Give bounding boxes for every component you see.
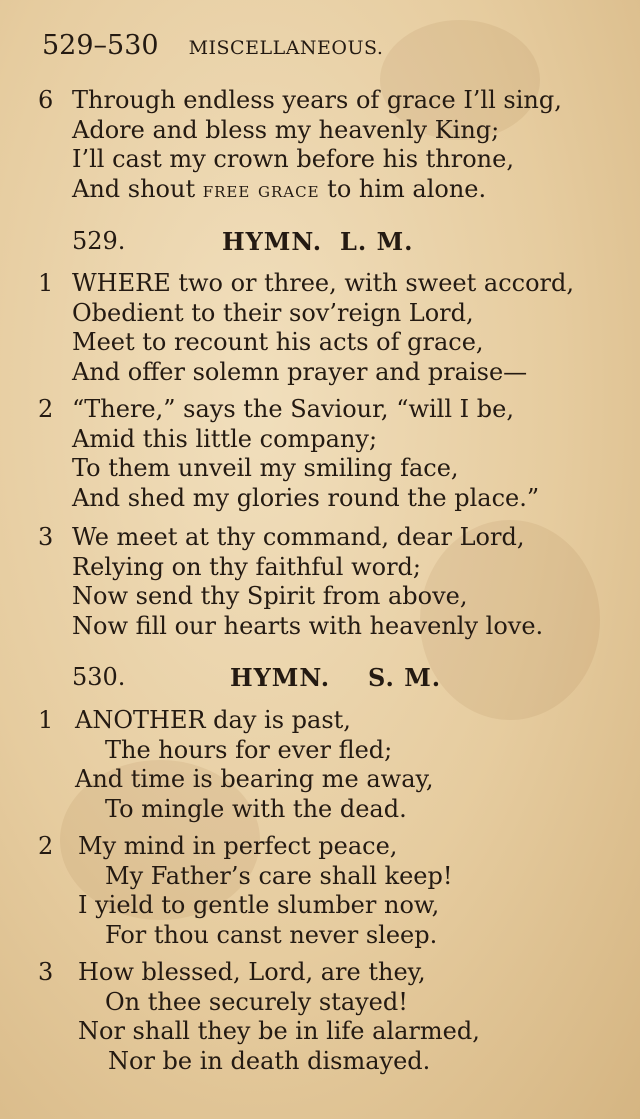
verse-text: And offer solemn prayer and praise—: [72, 358, 528, 387]
verse-text: To mingle with the dead.: [105, 795, 407, 824]
verse-text: Now send thy Spirit from above,: [72, 582, 468, 611]
hymn-title: HYMN.: [230, 663, 331, 692]
verse-text: Nor shall they be in life alarmed,: [78, 1017, 480, 1046]
hymn-530-stanza-1: [0, 706, 640, 825]
verse-text: And time is bearing me away,: [75, 765, 434, 794]
verse-text: Amid this little company;: [72, 424, 378, 453]
hymn-530-stanza-3: [0, 958, 640, 1077]
verse-text: Nor be in death dismayed.: [108, 1047, 431, 1076]
verse-text: Obedient to their sov’reign Lord,: [72, 298, 474, 327]
hymn-529-stanza-1: [0, 269, 640, 388]
running-title: MISCELLANEOUS.: [188, 37, 384, 59]
verse-text: How blessed, Lord, are they,: [78, 958, 426, 986]
verse-text: I yield to gentle slumber now,: [78, 891, 440, 920]
hymn-meter: S. M.: [368, 663, 442, 692]
verse-text: Now fill our hearts with heavenly love.: [72, 612, 544, 641]
page-header: [42, 30, 383, 64]
stanza-number: 1: [38, 706, 54, 734]
verse-text: We meet at thy command, dear Lord,: [72, 523, 525, 551]
verse-text: ANOTHER day is past,: [75, 706, 351, 734]
verse-text: To them unveil my smiling face,: [72, 454, 459, 483]
verse-text: And shout: [72, 175, 203, 204]
hymn-number: 529.: [72, 227, 126, 255]
verse-text: “There,” says the Saviour, “will I be,: [72, 395, 514, 423]
stanza-number: 6: [38, 86, 54, 114]
verse-text: Meet to recount his acts of grace,: [72, 328, 484, 357]
verse-text: Adore and bless my heavenly King;: [72, 115, 500, 144]
stanza-number: 3: [38, 523, 54, 551]
verse-text: My Father’s care shall keep!: [105, 861, 453, 890]
stanza-number: 3: [38, 958, 54, 986]
verse-text: For thou canst never sleep.: [105, 921, 438, 950]
hymn-meter: L. M.: [340, 227, 414, 256]
verse-text: My mind in perfect peace,: [78, 832, 398, 860]
verse-text: Through endless years of grace I’ll sing,: [72, 86, 562, 114]
hymn-529-stanza-3: [0, 523, 640, 642]
hymn-title: HYMN.: [222, 227, 323, 256]
verse-line: [0, 145, 640, 175]
emphasis-text: free grace: [202, 178, 320, 203]
stanza-number: 2: [38, 395, 54, 423]
stanza-number: 1: [38, 269, 54, 297]
verse-line: [0, 86, 640, 116]
stanza-number: 2: [38, 832, 54, 860]
hymn-529-stanza-2: [0, 395, 640, 514]
hymn-530-heading: [72, 663, 592, 695]
stanza-prev-6: [0, 86, 640, 206]
hymn-529-heading: [72, 227, 592, 259]
hymn-530-stanza-2: [0, 832, 640, 951]
verse-text: Relying on thy faithful word;: [72, 552, 421, 581]
verse-text: WHERE two or three, with sweet accord,: [72, 269, 574, 297]
verse-text: The hours for ever fled;: [105, 735, 393, 764]
verse-line: [0, 116, 640, 146]
page-numbers: 529–530: [42, 30, 159, 61]
verse-text: to him alone.: [319, 175, 487, 204]
verse-text: On thee securely stayed!: [105, 987, 408, 1016]
verse-text: I’ll cast my crown before his throne,: [72, 145, 514, 174]
verse-text: And shed my glories round the place.”: [72, 484, 540, 513]
verse-line: [0, 175, 640, 206]
hymn-number: 530.: [72, 663, 126, 691]
